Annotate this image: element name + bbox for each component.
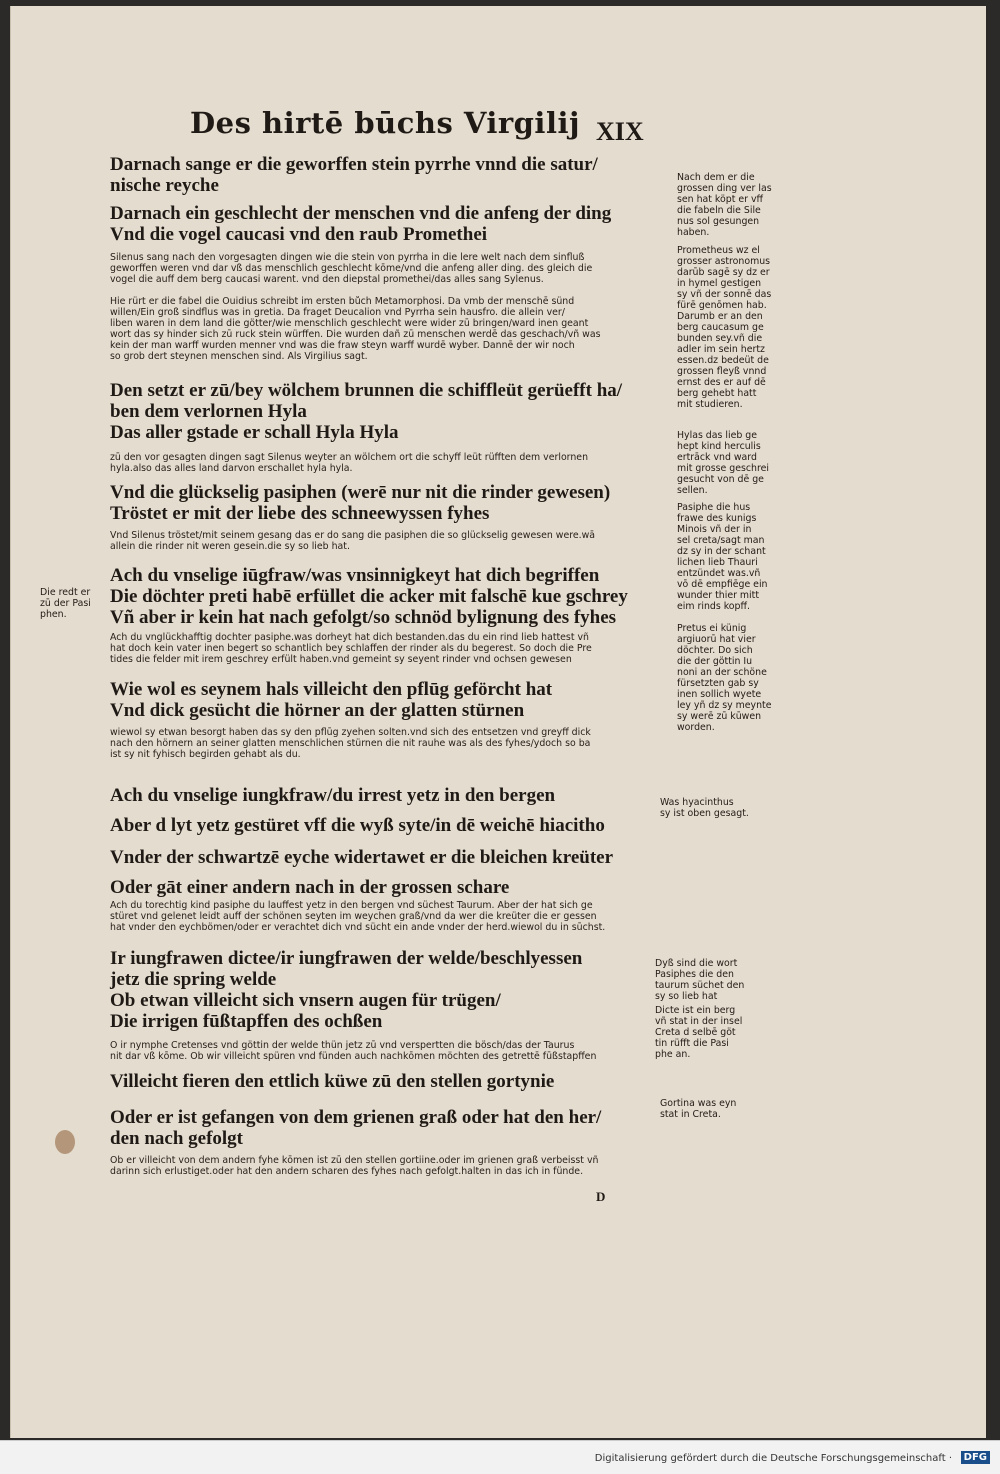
gloss-line: hat vnder den eychbömen/oder er verachtet dich vnd sücht ein ande vnder der herd.wiewol du in sūchst. bbox=[110, 922, 606, 933]
margin-note-line: entzündet was.vñ bbox=[677, 568, 761, 579]
dfg-logo: DFG bbox=[961, 1451, 990, 1464]
margin-note-line: zū der Pasi bbox=[40, 598, 91, 609]
gloss-line: nach den hörnern an seiner glatten menschlichen stürnen die nit rauhe was als des fyhes/ydoch so ba bbox=[110, 738, 591, 749]
margin-note-line: argiuorū hat vier bbox=[677, 634, 756, 645]
margin-note bbox=[677, 430, 769, 496]
margin-note-line: Gortina was eyn bbox=[660, 1098, 737, 1109]
gloss-line: tides die felder mit irem geschrey erfült haben.vnd gemeint sy seyent rinder vnd ochsen gewesen bbox=[110, 654, 572, 665]
margin-note-line: grossen fleyß vnnd bbox=[677, 366, 767, 377]
verse-line: Das aller gstade er schall Hyla Hyla bbox=[110, 422, 399, 443]
margin-note-line: nus sol gesungen bbox=[677, 216, 760, 227]
verse-line: Den setzt er zū/bey wölchem brunnen die schiffleüt gerüefft ha/ bbox=[110, 380, 623, 401]
margin-note-line: fürē genōmen hab. bbox=[677, 300, 767, 311]
verse-line: Aber d lyt yetz gestüret vff die wyß syte/in dē weichē hiacitho bbox=[110, 815, 605, 836]
margin-note-line: phe an. bbox=[655, 1049, 691, 1060]
verse-block bbox=[110, 154, 670, 196]
gloss-line: nit dar vß kōme. Ob wir villeicht spüren vnd fünden auch nachkōmen möchten des getrettē fūßstapffen bbox=[110, 1051, 597, 1062]
gloss-line: willen/Ein groß sindflus was in gretia. Da fraget Deucalion vnd Pyrrha sein hausfro. die allein ver/ bbox=[110, 307, 565, 318]
verse-line: Darnach sange er die geworffen stein pyrrhe vnnd die satur/ bbox=[110, 154, 598, 175]
gloss-line: Hie rürt er die fabel die Ouidius schreibt im ersten bůch Metamorphosi. Da vmb der menschē sünd bbox=[110, 296, 575, 307]
margin-note-line: Pasiphes die den bbox=[655, 969, 734, 980]
gloss-line: stüret vnd gelenet leidt auff der schönen seyten im weychen graß/vnd da wer die kreüter die er gessen bbox=[110, 911, 597, 922]
verse-block bbox=[110, 1071, 670, 1092]
margin-note-line: sellen. bbox=[677, 485, 708, 496]
margin-note-line: noni an der schöne bbox=[677, 667, 767, 678]
margin-note bbox=[655, 958, 744, 1002]
verse-line: Die döchter preti habē erfüllet die acker mit falschē kue gschrey bbox=[110, 586, 628, 607]
margin-note bbox=[655, 1005, 742, 1060]
footer-bar bbox=[0, 1440, 1000, 1474]
gloss-line: hat doch kein vater inen begert so schantlich bey schlaffen der rinder als du begerest. So doch die Pre bbox=[110, 643, 592, 654]
verse-block bbox=[110, 380, 670, 443]
verse-line: Oder gāt einer andern nach in der grossen schare bbox=[110, 877, 510, 898]
verse-line: den nach gefolgt bbox=[110, 1128, 243, 1149]
margin-note-line: hept kind herculis bbox=[677, 441, 761, 452]
margin-note-line: fürsetzten gab sy bbox=[677, 678, 759, 689]
margin-note-line: bunden sey.vñ die bbox=[677, 333, 763, 344]
verse-line: Die irrigen fūßtapffen des ochßen bbox=[110, 1011, 383, 1032]
margin-note-line: darūb sagē sy dz er bbox=[677, 267, 770, 278]
margin-note-line: ertrāck vnd ward bbox=[677, 452, 757, 463]
verse-line: jetz die spring welde bbox=[110, 969, 277, 990]
verse-line: Wie wol es seynem hals villeicht den pflūg geförcht hat bbox=[110, 679, 553, 700]
margin-note-line: stat in Creta. bbox=[660, 1109, 721, 1120]
margin-note-line: gesucht von dē ge bbox=[677, 474, 764, 485]
page-heading: Des hirtē būchs Virgilij bbox=[190, 106, 580, 140]
verse-line: Vnder der schwartzē eyche widertawet er die bleichen kreüter bbox=[110, 847, 614, 868]
verse-line: nische reyche bbox=[110, 175, 219, 196]
verse-line: Darnach ein geschlecht der menschen vnd die anfeng der ding bbox=[110, 203, 612, 224]
margin-note-line: mit grosse geschrei bbox=[677, 463, 769, 474]
margin-note bbox=[677, 172, 772, 238]
margin-note-line: Minois vñ der in bbox=[677, 524, 752, 535]
gloss-line: Ach du vnglückhafftig dochter pasiphe.was dorheyt hat dich bestanden.das du ein rind lieb hattest vñ bbox=[110, 632, 589, 643]
margin-note bbox=[660, 797, 749, 819]
margin-note-line: berg gehebt hatt bbox=[677, 388, 757, 399]
margin-note-line: sy so lieb hat bbox=[655, 991, 718, 1002]
gloss-block bbox=[110, 252, 670, 285]
margin-note-line: sy ist oben gesagt. bbox=[660, 808, 749, 819]
margin-note-line: Nach dem er die bbox=[677, 172, 755, 183]
verse-block bbox=[110, 565, 670, 628]
paper-stain bbox=[55, 1130, 75, 1154]
margin-note-line: Was hyacinthus bbox=[660, 797, 734, 808]
margin-note-line: phen. bbox=[40, 609, 67, 620]
margin-note bbox=[677, 245, 771, 410]
margin-note-line: vñ stat in der insel bbox=[655, 1016, 743, 1027]
gloss-line: Vnd Silenus tröstet/mit seinem gesang das er do sang die pasiphen die so glückselig gewesen were.wā bbox=[110, 530, 596, 541]
gloss-block bbox=[110, 900, 670, 933]
gloss-block bbox=[110, 452, 670, 474]
margin-note-line: ley yñ dz sy meynte bbox=[677, 700, 772, 711]
gloss-line: geworffen weren vnd dar vß das menschlich geschlecht kōme/vnd die anfeng aller ding. des gleich die bbox=[110, 263, 593, 274]
margin-note-line: die fabeln die Sile bbox=[677, 205, 761, 216]
verse-line: Ir iungfrawen dictee/ir iungfrawen der welde/beschlyessen bbox=[110, 948, 583, 969]
signature-mark: D bbox=[596, 1189, 606, 1204]
gloss-block bbox=[110, 530, 670, 552]
verse-block bbox=[110, 482, 670, 524]
verse-block bbox=[110, 948, 670, 1032]
gloss-line: Ach du torechtig kind pasiphe du lauffest yetz in den bergen vnd süchest Taurum. Aber der hat sich ge bbox=[110, 900, 593, 911]
verse-line: Vnd dick gesücht die hörner an der glatten stürnen bbox=[110, 700, 525, 721]
gloss-line: Ob er villeicht von dem andern fyhe kōmen ist zū den stellen gortiine.oder im grienen graß verbeisst vñ bbox=[110, 1155, 599, 1166]
margin-note-line: sel creta/sagt man bbox=[677, 535, 765, 546]
margin-note bbox=[660, 1098, 736, 1120]
margin-note-line: tin rüfft die Pasi bbox=[655, 1038, 729, 1049]
gloss-line: O ir nymphe Cretenses vnd göttin der welde thün jetz zū vnd verspertten die bösch/das der Taurus bbox=[110, 1040, 575, 1051]
margin-note-line: Hylas das lieb ge bbox=[677, 430, 757, 441]
verse-line: Ach du vnselige iūgfraw/was vnsinnigkeyt hat dich begriffen bbox=[110, 565, 600, 586]
margin-note-line: in hymel gestigen bbox=[677, 278, 762, 289]
margin-note-line: sen hat köpt er vff bbox=[677, 194, 763, 205]
margin-note-line: Dyß sind die wort bbox=[655, 958, 738, 969]
gloss-line: kein der man warff wurden menner vnd was die fraw steyn warff wurdē wyber. Dannē der wir noch bbox=[110, 340, 575, 351]
gloss-line: ist sy nit fyhisch begirden gehabt als du. bbox=[110, 749, 301, 760]
margin-note-line: lichen lieb Thauri bbox=[677, 557, 758, 568]
margin-note-line: wunder thier mitt bbox=[677, 590, 760, 601]
margin-note-line: sy vñ der sonnē das bbox=[677, 289, 772, 300]
footer-credit: Digitalisierung gefördert durch die Deutsche Forschungsgemeinschaft · bbox=[594, 1453, 952, 1464]
verse-block bbox=[110, 785, 670, 806]
verse-block bbox=[110, 1107, 670, 1149]
margin-note-line: adler im sein hertz bbox=[677, 344, 765, 355]
gloss-line: vogel die auff dem berg caucasi warent. vnd den diepstal promethei/das alles sang Sylenus. bbox=[110, 274, 544, 285]
margin-note-line: vō dē empfiēge ein bbox=[677, 579, 768, 590]
margin-note-line: worden. bbox=[677, 722, 715, 733]
margin-note-line: sy werē zū kūwen bbox=[677, 711, 762, 722]
gloss-line: so grob dert steynen menschen sind. Als Virgilius sagt. bbox=[110, 351, 368, 362]
gloss-line: wort das sy hinder sich zū ruck stein würffen. Die wurden dañ zū menschen werdē das geschach/vñ was bbox=[110, 329, 601, 340]
margin-note-line: grossen ding ver las bbox=[677, 183, 772, 194]
verse-block bbox=[110, 847, 670, 868]
verse-line: Oder er ist gefangen von dem grienen graß oder hat den her/ bbox=[110, 1107, 602, 1128]
margin-note-line: Pretus ei künig bbox=[677, 623, 747, 634]
verse-line: Vnd die glückselig pasiphen (werē nur nit die rinder gewesen) bbox=[110, 482, 611, 503]
margin-note-line: mit studieren. bbox=[677, 399, 743, 410]
margin-note-line: die der göttin Iu bbox=[677, 656, 753, 667]
verse-line: Villeicht fieren den ettlich küwe zū den stellen gortynie bbox=[110, 1071, 555, 1092]
margin-note bbox=[677, 502, 768, 612]
margin-note-line: döchter. Do sich bbox=[677, 645, 753, 656]
margin-note-line: Prometheus wz el bbox=[677, 245, 760, 256]
gloss-line: wiewol sy etwan besorgt haben das sy den pflūg zyehen solten.vnd sich des entsetzen vnd greyff dick bbox=[110, 727, 591, 738]
margin-note-line: grosser astronomus bbox=[677, 256, 771, 267]
folio-number: XIX bbox=[596, 117, 644, 146]
margin-note-line: Die redt er bbox=[40, 587, 91, 598]
gloss-block bbox=[110, 727, 670, 760]
gloss-block bbox=[110, 632, 670, 665]
verse-block bbox=[110, 679, 670, 721]
gloss-line: zū den vor gesagten dingen sagt Silenus weyter an wölchem ort die schyff leüt rüfften dem verlornen bbox=[110, 452, 589, 463]
margin-note-line: ernst des er auf dē bbox=[677, 377, 766, 388]
margin-note-left bbox=[40, 587, 91, 620]
gloss-block bbox=[110, 1155, 670, 1177]
verse-block bbox=[110, 815, 670, 836]
verse-line: Ob etwan villeicht sich vnsern augen für trügen/ bbox=[110, 990, 501, 1011]
verse-line: Ach du vnselige iungkfraw/du irrest yetz in den bergen bbox=[110, 785, 556, 806]
verse-line: Tröstet er mit der liebe des schneewyssen fyhes bbox=[110, 503, 490, 524]
verse-line: ben dem verlornen Hyla bbox=[110, 401, 307, 422]
gloss-line: Silenus sang nach den vorgesagten dingen wie die stein von pyrrha in die lere welt nach dem sinfluß bbox=[110, 252, 585, 263]
gloss-block bbox=[110, 296, 670, 362]
margin-note-line: inen sollich wyete bbox=[677, 689, 762, 700]
margin-note-line: Creta d selbē göt bbox=[655, 1027, 736, 1038]
verse-line: Vñ aber ir kein hat nach gefolgt/so schnöd bylignung des fyhes bbox=[110, 607, 617, 628]
margin-note-line: frawe des kunigs bbox=[677, 513, 757, 524]
gloss-line: allein die rinder nit weren gesein.die sy so lieb hat. bbox=[110, 541, 350, 552]
margin-note-line: taurum süchet den bbox=[655, 980, 745, 991]
margin-note-line: Dicte ist ein berg bbox=[655, 1005, 736, 1016]
margin-note bbox=[677, 623, 771, 733]
gloss-block bbox=[110, 1040, 670, 1062]
gloss-line: darinn sich erlustiget.oder hat den andern scharen des fyhes nach gefolgt.halten in das ich in fünde. bbox=[110, 1166, 584, 1177]
margin-note-line: dz sy in der schant bbox=[677, 546, 766, 557]
gloss-line: liben waren in dem land die götter/wie menschlich geschlecht were wider zū bringen/ward inen geant bbox=[110, 318, 589, 329]
margin-note-line: Pasiphe die hus bbox=[677, 502, 751, 513]
verse-block bbox=[110, 203, 670, 245]
gloss-line: hyla.also das alles land darvon erschallet hyla hyla. bbox=[110, 463, 353, 474]
margin-note-line: eim rinds kopff. bbox=[677, 601, 750, 612]
margin-note-line: essen.dz bedeüt de bbox=[677, 355, 769, 366]
verse-block bbox=[110, 877, 670, 898]
margin-note-line: berg caucasum ge bbox=[677, 322, 764, 333]
verse-line: Vnd die vogel caucasi vnd den raub Promethei bbox=[110, 224, 488, 245]
margin-note-line: Darumb er an den bbox=[677, 311, 763, 322]
margin-note-line: haben. bbox=[677, 227, 710, 238]
